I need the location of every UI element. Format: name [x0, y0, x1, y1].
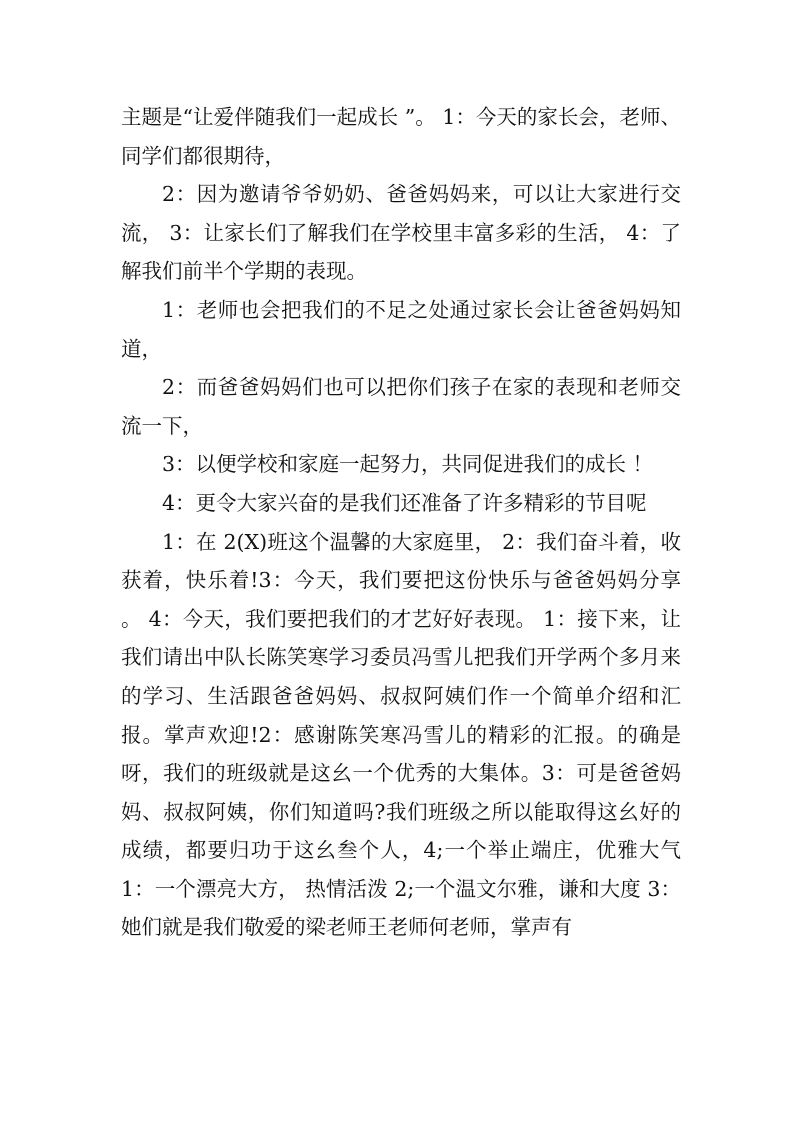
body-text: [121, 98, 681, 947]
paragraph-2: 2：因为邀请爷爷奶奶、爸爸妈妈来，可以让大家进行交流， 3：让家长们了解我们在学校里丰富多彩的生活， 4：了解我们前半个学期的表现。: [121, 182, 681, 284]
paragraph-7: 1：在 2(X)班这个温馨的大家庭里， 2：我们奋斗着，收获着，快乐着!3：今天，我们要把这份快乐与爸爸妈妈分享 。 4：今天，我们要把我们的才艺好好表现。 1：接下来，让我们请出中队长陈笑寒学习委员冯雪儿把我们开学两个多月来的学习、生活跟爸爸妈妈、叔叔阿姨们作一个简单介绍和汇报。掌声欢迎!2：感谢陈笑寒冯雪儿的精彩的汇报。的确是呀，我们的班级就是这幺一个优秀的大集体。3：可是爸爸妈妈、叔叔阿姨，你们知道吗?我们班级之所以能取得这幺好的成绩，都要归功于这幺叁个人，4;一个举止端庄，优雅大气 1：一个漂亮大方， 热情活泼 2;一个温文尔雅，谦和大度 3：她们就是我们敬爱的梁老师王老师何老师，掌声有: [121, 529, 681, 940]
paragraph-6: 4：更令大家兴奋的是我们还准备了许多精彩的节目呢: [162, 490, 647, 515]
paragraph-5: 3：以便学校和家庭一起努力，共同促进我们的成长 ！: [162, 452, 654, 477]
paragraph-1: 主题是“让爱伴随我们一起成长 ”。 1：今天的家长会，老师、同学们都很期待，: [121, 105, 681, 168]
paragraph-4: 2：而爸爸妈妈们也可以把你们孩子在家的表现和老师交流一下，: [121, 375, 681, 438]
paragraph-3: 1：老师也会把我们的不足之处通过家长会让爸爸妈妈知道，: [121, 297, 681, 361]
